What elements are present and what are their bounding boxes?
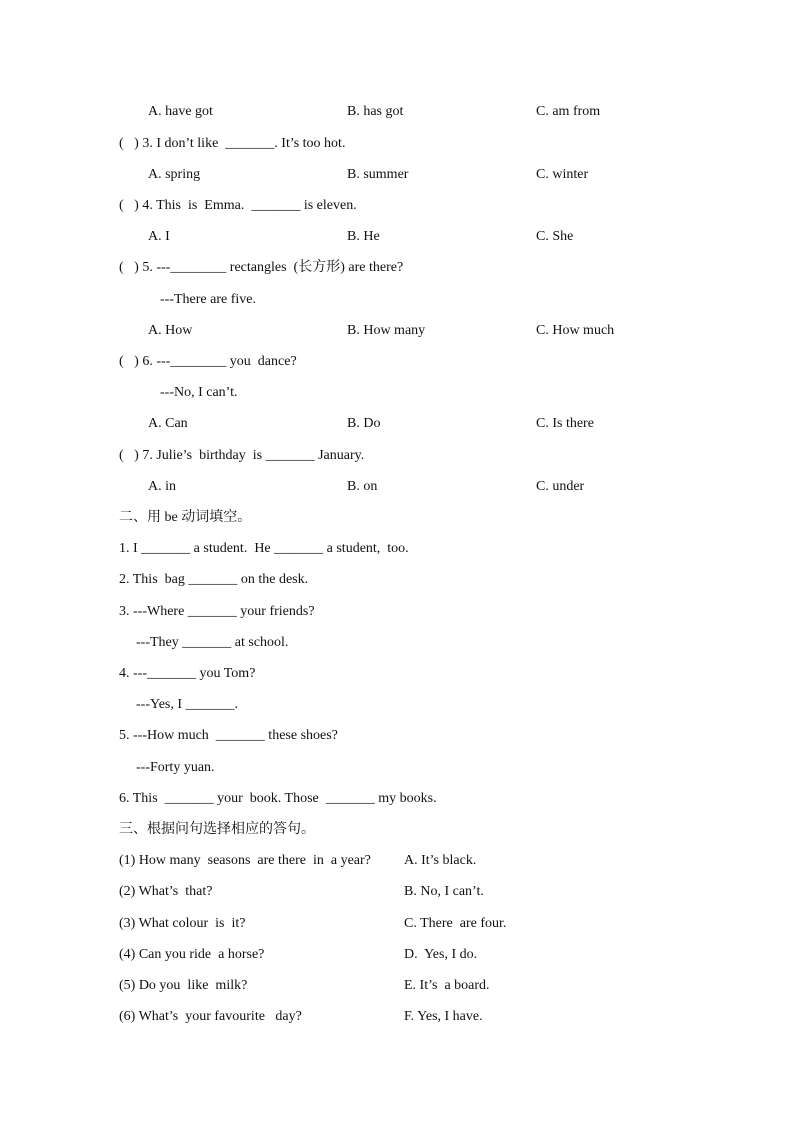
q5-reply: ---There are five. — [160, 292, 256, 307]
match-answer-b: B. No, I can’t. — [404, 884, 484, 899]
section-3-heading: 三、根据问句选择相应的答句。 — [119, 822, 315, 837]
fill-item-1: 1. I _______ a student. He _______ a student, too. — [119, 541, 409, 556]
question-7: ( ) 7. Julie’s birthday is _______ January. — [119, 448, 365, 463]
q4-option-a: A. I — [148, 229, 170, 244]
question-3: ( ) 3. I don’t like _______. It’s too hot. — [119, 136, 346, 151]
question-5: ( ) 5. ---________ rectangles (长方形) are there? — [119, 260, 404, 275]
q7-option-b: B. on — [347, 479, 378, 494]
fill-item-4: 4. ---_______ you Tom? — [119, 666, 256, 681]
fill-item-5-reply: ---Forty yuan. — [136, 760, 215, 775]
match-question-6: (6) What’s your favourite day? — [119, 1009, 302, 1024]
q7-option-c: C. under — [536, 479, 585, 494]
q6-reply: ---No, I can’t. — [160, 385, 238, 400]
q3-option-b: B. summer — [347, 167, 409, 182]
q6-option-b: B. Do — [347, 416, 381, 431]
q6-option-a: A. Can — [148, 416, 188, 431]
match-question-4: (4) Can you ride a horse? — [119, 947, 265, 962]
q6-option-c: C. Is there — [536, 416, 594, 431]
match-answer-d: D. Yes, I do. — [404, 947, 478, 962]
section-2-heading: 二、用 be 动词填空。 — [119, 510, 252, 525]
match-answer-c: C. There are four. — [404, 916, 507, 931]
q5-option-c: C. How much — [536, 323, 615, 338]
q4-option-b: B. He — [347, 229, 380, 244]
match-question-5: (5) Do you like milk? — [119, 978, 248, 993]
match-answer-a: A. It’s black. — [404, 853, 477, 868]
fill-item-3-reply: ---They _______ at school. — [136, 635, 289, 650]
q7-option-a: A. in — [148, 479, 176, 494]
q2-option-a: A. have got — [148, 104, 213, 119]
match-answer-f: F. Yes, I have. — [404, 1009, 483, 1024]
q3-option-c: C. winter — [536, 167, 589, 182]
question-6: ( ) 6. ---________ you dance? — [119, 354, 297, 369]
fill-item-5: 5. ---How much _______ these shoes? — [119, 728, 338, 743]
match-answer-e: E. It’s a board. — [404, 978, 490, 993]
q5-option-a: A. How — [148, 323, 193, 338]
match-question-3: (3) What colour is it? — [119, 916, 246, 931]
fill-item-2: 2. This bag _______ on the desk. — [119, 572, 309, 587]
q3-option-a: A. spring — [148, 167, 201, 182]
fill-item-6: 6. This _______ your book. Those _______ my books. — [119, 791, 437, 806]
fill-item-4-reply: ---Yes, I _______. — [136, 697, 239, 712]
fill-item-3: 3. ---Where _______ your friends? — [119, 604, 315, 619]
match-question-2: (2) What’s that? — [119, 884, 213, 899]
q5-option-b: B. How many — [347, 323, 426, 338]
q2-option-c: C. am from — [536, 104, 601, 119]
question-4: ( ) 4. This is Emma. _______ is eleven. — [119, 198, 357, 213]
q2-option-b: B. has got — [347, 104, 404, 119]
q4-option-c: C. She — [536, 229, 574, 244]
match-question-1: (1) How many seasons are there in a year? — [119, 853, 371, 868]
